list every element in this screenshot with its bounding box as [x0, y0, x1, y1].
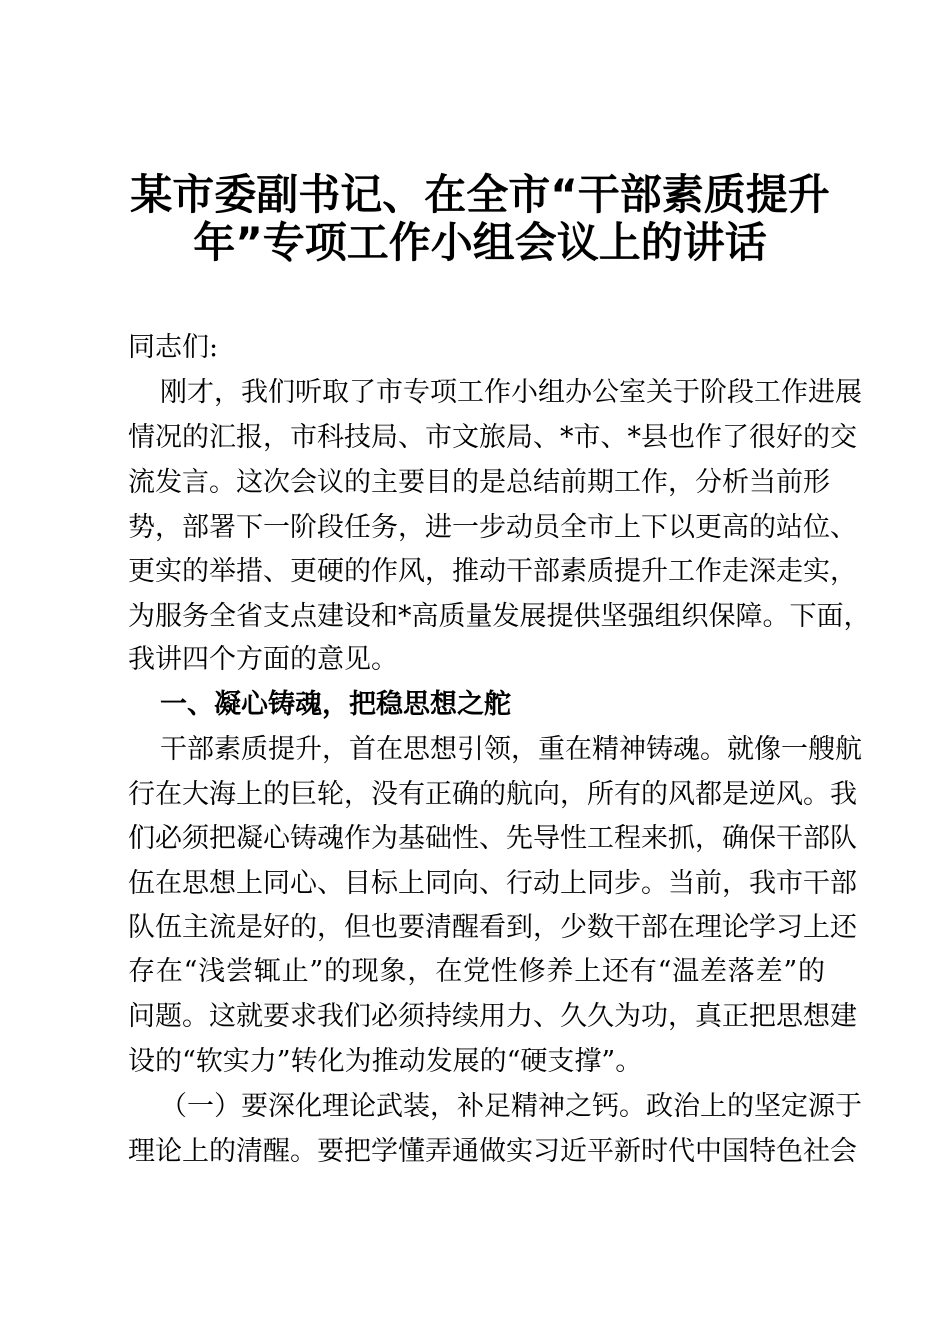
paragraph-line: 情况的汇报，市科技局、市文旅局、*市、*县也作了很好的交 [128, 422, 857, 453]
paragraph-line: 问题。这就要求我们必须持续用力、久久为功，真正把思想建 [128, 1001, 857, 1032]
document-title-line-2: 年”专项工作小组会议上的讲话 [193, 218, 767, 267]
paragraph-line: 设的“软实力”转化为推动发展的“硬支撑”。 [128, 1046, 643, 1077]
paragraph-line: （一）要深化理论武装，补足精神之钙。政治上的坚定源于 [160, 1091, 862, 1122]
paragraph-line: 理论上的清醒。要把学懂弄通做实习近平新时代中国特色社会 [128, 1136, 857, 1167]
paragraph-line: 干部素质提升，首在思想引领，重在精神铸魂。就像一艘航 [160, 734, 862, 765]
paragraph-line: 势，部署下一阶段任务，进一步动员全市上下以更高的站位、 [128, 512, 857, 543]
paragraph-line: 行在大海上的巨轮，没有正确的航向，所有的风都是逆风。我 [128, 779, 857, 810]
paragraph-line: 队伍主流是好的，但也要清醒看到，少数干部在理论学习上还 [128, 912, 857, 943]
section-heading: 一、凝心铸魂，把稳思想之舵 [160, 689, 511, 720]
paragraph-line: 更实的举措、更硬的作风，推动干部素质提升工作走深走实， [128, 556, 857, 587]
paragraph-line: 存在“浅尝辄止”的现象，在党性修养上还有“温差落差”的 [128, 956, 825, 987]
paragraph-line: 伍在思想上同心、目标上同向、行动上同步。当前，我市干部 [128, 868, 857, 899]
paragraph-line: 们必须把凝心铸魂作为基础性、先导性工程来抓，确保干部队 [128, 823, 857, 854]
paragraph-line: 流发言。这次会议的主要目的是总结前期工作，分析当前形 [128, 467, 830, 498]
paragraph-line: 刚才，我们听取了市专项工作小组办公室关于阶段工作进展 [160, 377, 862, 408]
paragraph-line: 我讲四个方面的意见。 [128, 644, 398, 675]
document-title-line-1: 某市委副书记、在全市“干部素质提升 [130, 170, 830, 219]
salutation: 同志们: [128, 332, 219, 363]
paragraph-line: 为服务全省支点建设和*高质量发展提供坚强组织保障。下面， [128, 601, 871, 632]
